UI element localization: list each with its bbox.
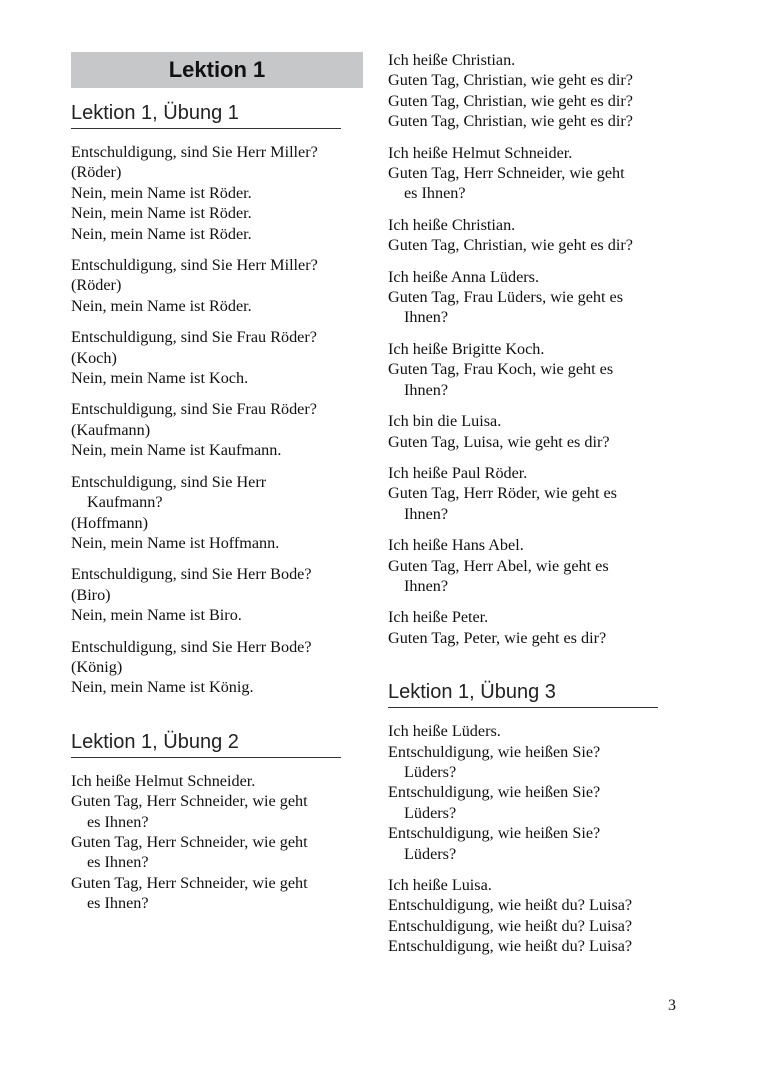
dialogue-block <box>388 267 688 328</box>
dialogue-block <box>388 535 688 596</box>
dialogue-line: Guten Tag, Luisa, wie geht es dir? <box>388 432 610 451</box>
dialogue-line: Ich heiße Christian. <box>388 215 516 234</box>
dialogue-line: Lüders? <box>404 803 457 822</box>
section-spacer <box>71 709 367 731</box>
dialogue-block <box>388 143 688 204</box>
dialogue-line: Guten Tag, Frau Koch, wie geht es <box>388 360 614 379</box>
dialogue-line: Entschuldigung, sind Sie Herr Miller? <box>71 143 318 161</box>
dialogue-line: Guten Tag, Christian, wie geht es dir? <box>388 236 633 255</box>
dialogue-line: Ich bin die Luisa. <box>388 412 502 431</box>
dialogue-line: (Röder) <box>71 276 122 295</box>
dialogue-line: (Kaufmann) <box>71 420 151 439</box>
dialogue-line: Nein, mein Name ist Hoffmann. <box>71 533 280 552</box>
dialogue-block <box>388 463 688 524</box>
dialogue-line: es Ihnen? <box>87 894 149 913</box>
dialogue-line: Guten Tag, Herr Schneider, wie geht <box>71 873 308 892</box>
dialogue-line: Ich heiße Anna Lüders. <box>388 267 540 286</box>
dialogue-line: Ich heiße Luisa. <box>388 876 492 894</box>
dialogue-list <box>71 142 367 698</box>
dialogue-list <box>388 50 688 648</box>
right-sections <box>388 50 688 957</box>
dialogue-line: Ich heiße Christian. <box>388 51 516 69</box>
exercise-heading: Lektion 1, Übung 3 <box>388 681 658 708</box>
dialogue-block <box>71 399 367 460</box>
dialogue-line: es Ihnen? <box>404 184 466 203</box>
dialogue-block <box>71 472 367 554</box>
dialogue-line: (Koch) <box>71 348 117 367</box>
dialogue-line: Entschuldigung, wie heißt du? Luisa? <box>388 937 633 956</box>
dialogue-line: Guten Tag, Herr Abel, wie geht es <box>388 556 609 575</box>
dialogue-block <box>388 215 688 256</box>
section-spacer <box>388 659 688 681</box>
lesson-title-banner <box>71 52 363 88</box>
dialogue-line: Nein, mein Name ist Röder. <box>71 183 252 202</box>
dialogue-line: Lüders? <box>404 762 457 781</box>
dialogue-line: Entschuldigung, wie heißen Sie? <box>388 783 601 802</box>
dialogue-line: Ich heiße Helmut Schneider. <box>71 771 256 790</box>
dialogue-block <box>388 607 688 648</box>
lesson-title: Lektion 1 <box>168 57 266 82</box>
dialogue-block <box>388 875 688 957</box>
dialogue-line: Ich heiße Peter. <box>388 608 489 627</box>
dialogue-line: Entschuldigung, sind Sie Herr Bode? <box>71 637 312 656</box>
dialogue-block <box>388 339 688 400</box>
dialogue-line: Entschuldigung, sind Sie Frau Röder? <box>71 328 317 347</box>
dialogue-line: Entschuldigung, wie heißen Sie? <box>388 742 601 761</box>
dialogue-line: Nein, mein Name ist Koch. <box>71 369 249 388</box>
dialogue-line: Nein, mein Name ist Biro. <box>71 606 242 625</box>
dialogue-line: Entschuldigung, wie heißt du? Luisa? <box>388 896 633 915</box>
dialogue-block <box>71 255 367 316</box>
exercise-heading: Lektion 1, Übung 1 <box>71 102 341 129</box>
dialogue-list <box>71 771 367 914</box>
dialogue-line: Entschuldigung, wie heißen Sie? <box>388 824 601 843</box>
dialogue-list <box>388 721 688 956</box>
dialogue-block <box>71 327 367 388</box>
dialogue-block <box>71 637 367 698</box>
dialogue-line: Ich heiße Paul Röder. <box>388 463 528 482</box>
dialogue-block <box>71 771 367 914</box>
dialogue-line: Entschuldigung, sind Sie Herr Bode? <box>71 565 312 584</box>
dialogue-line: Entschuldigung, wie heißt du? Luisa? <box>388 916 633 935</box>
dialogue-block <box>388 721 688 864</box>
dialogue-line: Ich heiße Helmut Schneider. <box>388 143 573 162</box>
dialogue-line: Guten Tag, Peter, wie geht es dir? <box>388 628 607 647</box>
dialogue-line: Guten Tag, Herr Schneider, wie geht <box>71 792 308 811</box>
dialogue-line: es Ihnen? <box>87 853 149 872</box>
dialogue-line: Ihnen? <box>404 576 449 595</box>
dialogue-line: Guten Tag, Herr Röder, wie geht es <box>388 484 617 503</box>
dialogue-line: es Ihnen? <box>87 812 149 831</box>
exercise-section <box>388 50 688 648</box>
dialogue-line: Ihnen? <box>404 380 449 399</box>
exercise-section <box>71 731 367 914</box>
dialogue-line: Guten Tag, Frau Lüders, wie geht es <box>388 288 624 307</box>
exercise-heading: Lektion 1, Übung 2 <box>71 731 341 758</box>
dialogue-block <box>71 142 367 244</box>
dialogue-line: (Röder) <box>71 163 122 182</box>
dialogue-line: Ich heiße Hans Abel. <box>388 536 524 555</box>
dialogue-line: Nein, mein Name ist Röder. <box>71 204 252 223</box>
dialogue-line: Nein, mein Name ist König. <box>71 678 254 697</box>
dialogue-line: Guten Tag, Herr Schneider, wie geht <box>71 832 308 851</box>
exercise-section <box>71 102 367 698</box>
dialogue-block <box>388 411 688 452</box>
dialogue-line: Nein, mein Name ist Kaufmann. <box>71 441 282 460</box>
dialogue-line: Guten Tag, Christian, wie geht es dir? <box>388 112 633 131</box>
dialogue-line: (König) <box>71 657 123 676</box>
dialogue-line: Ihnen? <box>404 504 449 523</box>
dialogue-line: Lüders? <box>404 844 457 863</box>
dialogue-block <box>71 564 367 625</box>
right-column <box>388 50 688 968</box>
dialogue-line: Entschuldigung, sind Sie Herr Miller? <box>71 256 318 275</box>
dialogue-line: (Hoffmann) <box>71 513 149 532</box>
dialogue-line: Ich heiße Brigitte Koch. <box>388 339 545 358</box>
left-column <box>71 50 367 925</box>
dialogue-line: Ich heiße Lüders. <box>388 722 501 741</box>
dialogue-line: Guten Tag, Christian, wie geht es dir? <box>388 91 633 110</box>
left-sections <box>71 102 367 914</box>
dialogue-line: Entschuldigung, sind Sie Frau Röder? <box>71 400 317 419</box>
dialogue-line: Ihnen? <box>404 308 449 327</box>
dialogue-line: Nein, mein Name ist Röder. <box>71 296 252 315</box>
page-number: 3 <box>668 997 676 1014</box>
exercise-section <box>388 681 688 956</box>
dialogue-line: (Biro) <box>71 585 111 604</box>
dialogue-line: Entschuldigung, sind Sie Herr <box>71 472 267 491</box>
dialogue-line: Guten Tag, Herr Schneider, wie geht <box>388 164 625 183</box>
dialogue-block <box>388 50 688 132</box>
dialogue-line: Nein, mein Name ist Röder. <box>71 224 252 243</box>
dialogue-line: Guten Tag, Christian, wie geht es dir? <box>388 71 633 90</box>
dialogue-line: Kaufmann? <box>87 493 163 512</box>
